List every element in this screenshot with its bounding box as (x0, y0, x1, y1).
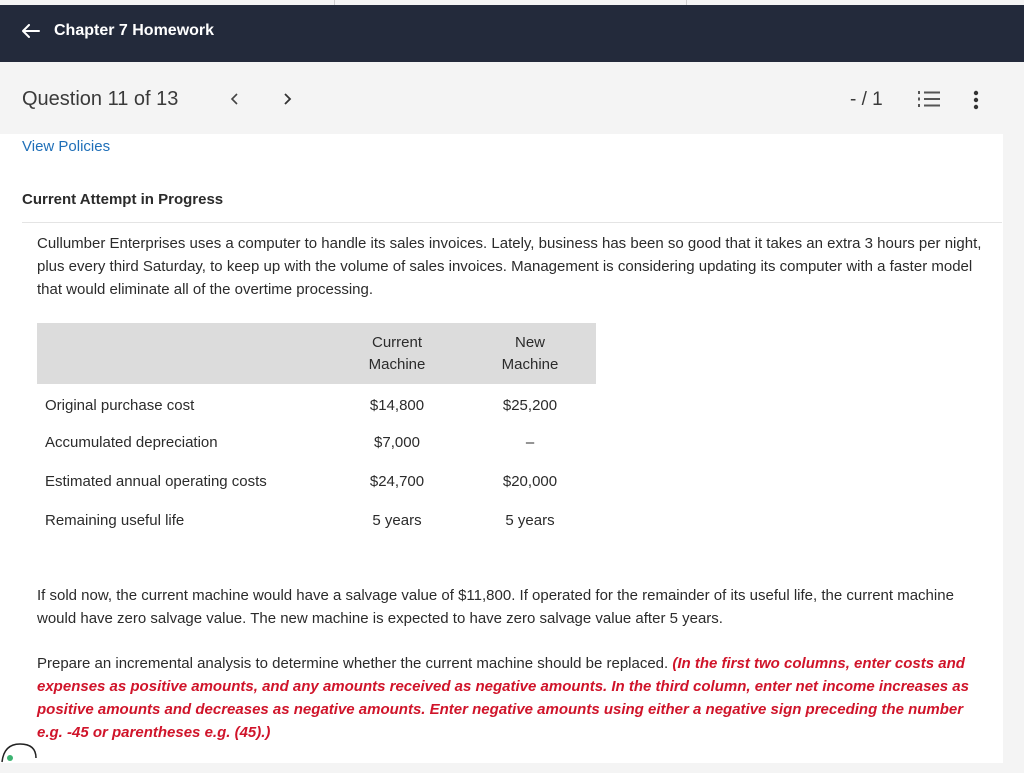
table-row (37, 501, 596, 540)
new-value: – (525, 434, 535, 451)
header-current-line2: Machine (368, 355, 426, 373)
new-value: $25,200 (502, 397, 558, 414)
attempt-status: Current Attempt in Progress (22, 191, 224, 208)
table-row (37, 423, 596, 462)
question-list-button[interactable] (918, 90, 940, 113)
arrow-left-icon (22, 24, 40, 38)
row-label: Remaining useful life (45, 512, 185, 529)
salvage-description: If sold now, the current machine would have a salvage value of $11,800. If operated for the remainder of its useful life, the current machine would have zero salvage value. The new machine is expected to have zero salvage value after 5 years. (37, 587, 954, 627)
table-header-current (320, 323, 456, 384)
previous-question-button[interactable] (230, 90, 240, 111)
question-bar (0, 62, 1024, 134)
current-value: $24,700 (369, 473, 425, 490)
chat-bubble-icon (0, 738, 40, 768)
header-new-line2: Machine (501, 355, 559, 373)
chevron-right-icon (282, 92, 292, 106)
new-value: $20,000 (502, 473, 558, 490)
question-card (0, 134, 1003, 763)
machine-comparison-table (37, 323, 596, 540)
table-header-blank (37, 323, 320, 384)
more-vertical-icon (973, 90, 979, 110)
header-new-line1: New (514, 333, 545, 351)
instructions-text: Prepare an incremental analysis to determine whether the current machine should be replaced. (37, 655, 669, 672)
table-header-new (456, 323, 596, 384)
section-divider (22, 222, 1002, 223)
more-options-button[interactable] (973, 90, 979, 115)
tab-divider (334, 0, 335, 5)
current-value: $14,800 (369, 397, 425, 414)
back-to-assignment-link[interactable] (22, 22, 214, 40)
tab-divider (686, 0, 687, 5)
instructions-note: (In the first two columns, enter costs and expenses as positive amounts, and any amounts received as negative amounts. In the third column, enter net income increases as positive amounts and decreases as negative amounts. Enter negative amounts using either a negative sign preceding the number e.g. -45 or parentheses e.g. (45).) (37, 655, 969, 741)
numbered-list-icon (918, 90, 940, 108)
current-value: $7,000 (374, 434, 420, 451)
new-value: 5 years (505, 512, 555, 529)
chat-button[interactable] (0, 738, 40, 768)
row-label: Accumulated depreciation (45, 434, 218, 451)
question-counter: Question 11 of 13 (22, 88, 179, 110)
table-row (37, 462, 596, 501)
question-score: - / 1 (850, 89, 883, 110)
table-header-row (37, 323, 596, 384)
assignment-title: Chapter 7 Homework (54, 22, 215, 39)
row-label: Estimated annual operating costs (45, 473, 267, 490)
instructions (37, 652, 972, 744)
row-label: Original purchase cost (45, 397, 195, 414)
view-policies-link[interactable]: View Policies (22, 138, 111, 155)
next-question-button[interactable] (282, 90, 292, 111)
chevron-left-icon (230, 92, 240, 106)
table-row (37, 384, 596, 423)
top-header (0, 0, 1024, 62)
current-value: 5 years (372, 512, 422, 529)
question-intro: Cullumber Enterprises uses a computer to handle its sales invoices. Lately, business has been so good that it takes an extra 3 hours per night, plus every third Saturday, to keep up with the volume of sales invoices. Management is considering updating its computer with a faster model that would eliminate all of the overtime processing. (37, 235, 982, 298)
header-current-line1: Current (371, 333, 423, 351)
